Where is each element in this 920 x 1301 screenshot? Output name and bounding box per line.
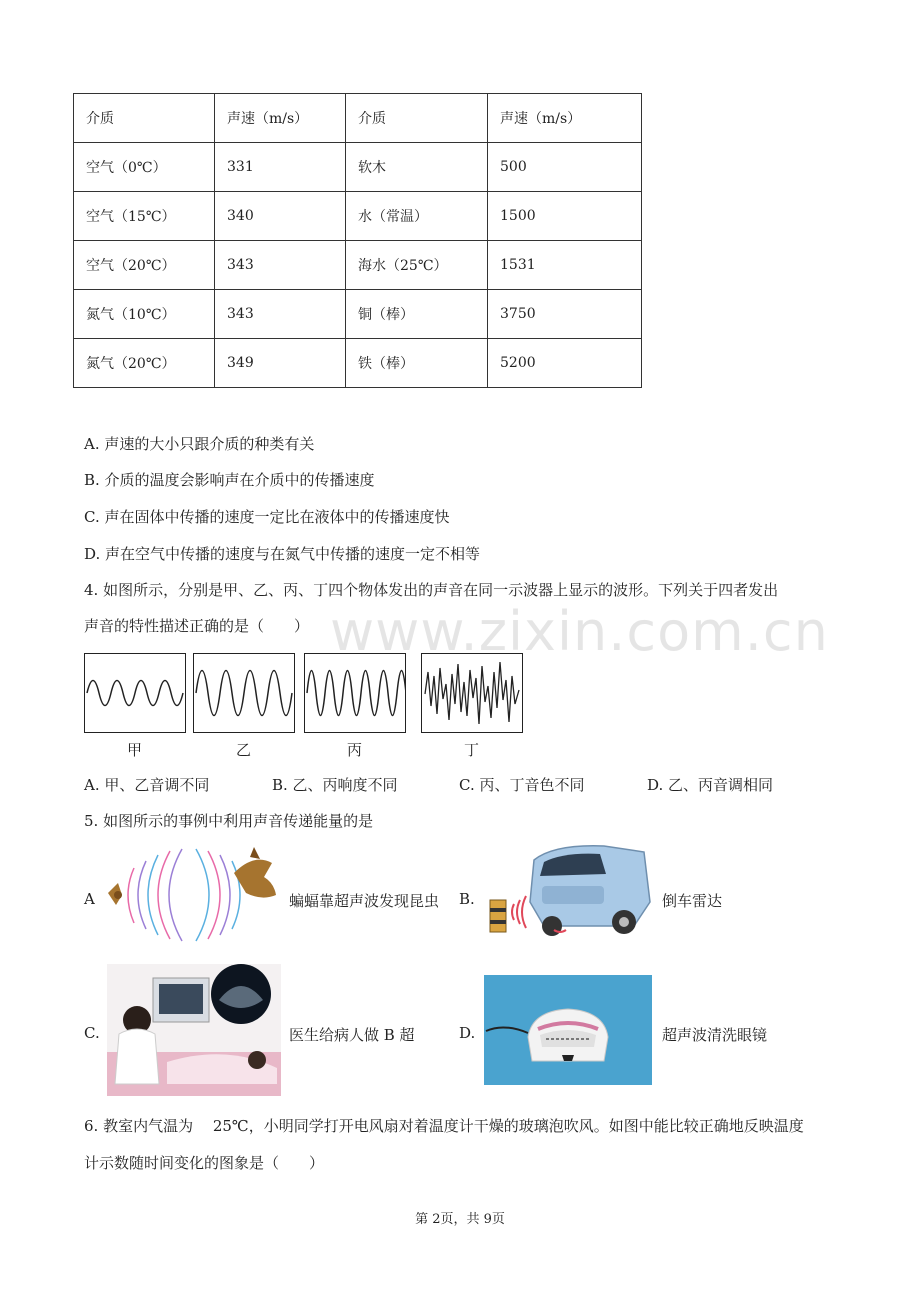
table-cell: 343 [215,290,346,339]
table-cell: 软木 [346,143,488,192]
q3-option-a: A. 声速的大小只跟介质的种类有关 [84,435,315,453]
waveform-bing [304,653,406,733]
table-cell: 铜（棒） [346,290,488,339]
watermark: www.zixin.com.cn [330,600,829,663]
q4-stem-line1: 4. 如图所示，分别是甲、乙、丙、丁四个物体发出的声音在同一示波器上显示的波形。下列关于四者发出 [84,581,779,599]
table-cell: 3750 [488,290,642,339]
table-header-cell: 介质 [74,94,215,143]
q3-option-c: C. 声在固体中传播的速度一定比在液体中的传播速度快 [84,508,450,526]
table-cell: 氮气（10℃） [74,290,215,339]
q6-stem-line1: 6. 教室内气温为 25℃，小明同学打开电风扇对着温度计干燥的玻璃泡吹风。如图中能比较正确地反映温度 [84,1117,804,1135]
q5-stem: 5. 如图所示的事例中利用声音传递能量的是 [84,812,374,830]
table-cell: 1500 [488,192,642,241]
q5-label-b: B. [459,890,475,908]
q5-caption-c: 医生给病人做 B 超 [289,1026,415,1044]
table-cell: 500 [488,143,642,192]
parking-radar-image [484,842,652,940]
table-cell: 349 [215,339,346,388]
table-cell: 铁（棒） [346,339,488,388]
table-row [74,192,642,241]
q3-option-d: D. 声在空气中传播的速度与在氮气中传播的速度一定不相等 [84,545,481,563]
table-cell: 340 [215,192,346,241]
q3-option-b: B. 介质的温度会影响声在介质中的传播速度 [84,471,375,489]
q5-caption-a: 蝙蝠靠超声波发现昆虫 [289,892,440,910]
table-header-cell: 声速（m/s） [215,94,346,143]
sound-speed-table [73,93,642,388]
table-cell: 5200 [488,339,642,388]
page-footer: 第 2页，共 9页 [415,1212,505,1227]
q5-label-c: C. [84,1024,100,1042]
q5-label-d: D. [459,1024,476,1042]
q4-stem-line2: 声音的特性描述正确的是（ ） [84,617,310,635]
q4-option-a: A. 甲、乙音调不同 [84,776,210,794]
table-cell: 海水（25℃） [346,241,488,290]
q6-stem-line2: 计示数随时间变化的图象是（ ） [84,1154,325,1172]
table-row [74,143,642,192]
bat-ultrasound-image [104,843,282,947]
table-row [74,290,642,339]
table-header-row [74,94,642,143]
table-cell: 空气（15℃） [74,192,215,241]
table-cell: 331 [215,143,346,192]
q5-caption-b: 倒车雷达 [662,892,723,910]
wave-label-jia: 甲 [127,741,143,759]
waveform-yi [193,653,295,733]
table-cell: 1531 [488,241,642,290]
table-header-cell: 声速（m/s） [488,94,642,143]
table-row [74,339,642,388]
b-ultrasound-image [107,964,281,1096]
table-row [74,241,642,290]
wave-label-ding: 丁 [464,741,480,759]
wave-label-bing: 丙 [347,741,363,759]
table-cell: 343 [215,241,346,290]
table-cell: 氮气（20℃） [74,339,215,388]
q5-label-a: A [84,890,95,908]
wave-label-yi: 乙 [236,741,252,759]
table-header-cell: 介质 [346,94,488,143]
table-cell: 水（常温） [346,192,488,241]
q4-option-c: C. 丙、丁音色不同 [459,776,585,794]
waveform-ding [421,653,523,733]
ultrasonic-cleaner-image [484,975,652,1085]
q4-option-d: D. 乙、丙音调相同 [647,776,774,794]
waveform-jia [84,653,186,733]
q5-caption-d: 超声波清洗眼镜 [662,1026,768,1044]
table-cell: 空气（20℃） [74,241,215,290]
table-cell: 空气（0℃） [74,143,215,192]
q4-option-b: B. 乙、丙响度不同 [272,776,398,794]
